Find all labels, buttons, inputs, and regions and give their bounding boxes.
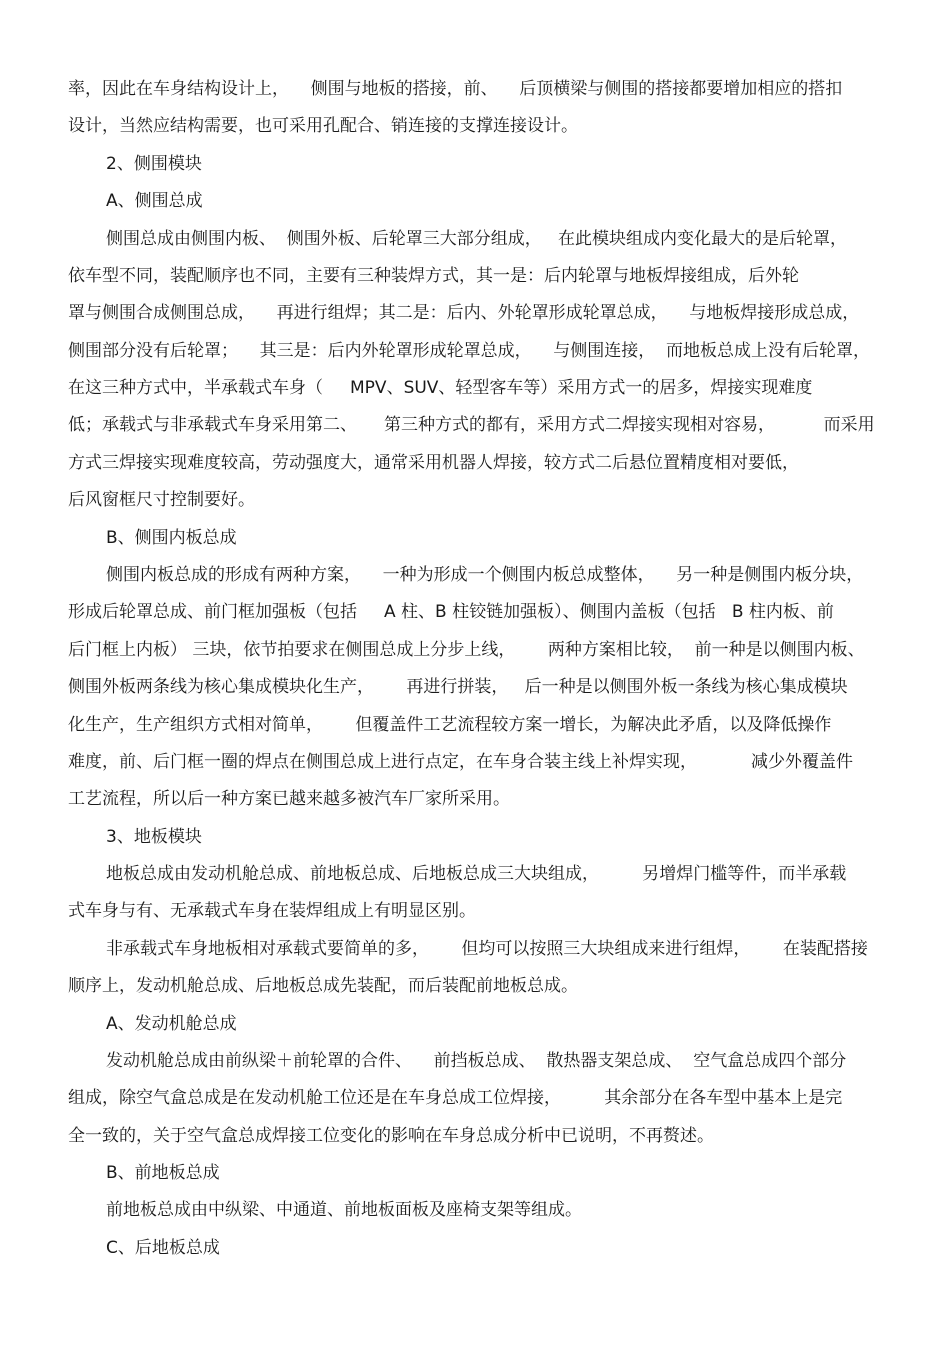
paragraph-line: 率，因此在车身结构设计上， 侧围与地板的搭接，前、 后顶横梁与侧围的搭接都要增加相应的搭扣: [68, 79, 843, 99]
paragraph-line: 全一致的，关于空气盒总成焊接工位变化的影响在车身总成分析中已说明，不再赘述。: [68, 1126, 714, 1146]
paragraph-line: 低；承载式与非承载式车身采用第二、 第三种方式的都有，采用方式二焊接实现相对容易， 而采用: [68, 415, 875, 435]
paragraph-line: 设计，当然应结构需要，也可采用孔配合、销连接的支撑连接设计。: [68, 116, 578, 136]
paragraph-line: 非承载式车身地板相对承载式要简单的多， 但均可以按照三大块组成来进行组焊， 在装配搭接: [106, 939, 868, 959]
paragraph-line: 侧围总成由侧围内板、 侧围外板、后轮罩三大部分组成， 在此模块组成内变化最大的是后轮罩，: [106, 229, 848, 249]
paragraph-line: 侧围内板总成的形成有两种方案， 一种为形成一个侧围内板总成整体， 另一种是侧围内板分块，: [106, 565, 864, 585]
subsection-heading: C、后地板总成: [106, 1238, 220, 1258]
subsection-heading: A、侧围总成: [106, 191, 203, 211]
paragraph-line: 侧围部分没有后轮罩； 其三是：后内外轮罩形成轮罩总成， 与侧围连接， 而地板总成上没有后轮罩，: [68, 341, 871, 361]
paragraph-line: 后风窗框尺寸控制要好。: [68, 490, 255, 510]
paragraph-line: 顺序上，发动机舱总成、后地板总成先装配，而后装配前地板总成。: [68, 976, 578, 996]
paragraph-line: 难度，前、后门框一圈的焊点在侧围总成上进行点定，在车身合装主线上补焊实现， 减少外覆盖件: [68, 752, 854, 772]
subsection-heading: A、发动机舱总成: [106, 1014, 237, 1034]
paragraph-line: 方式三焊接实现难度较高，劳动强度大，通常采用机器人焊接，较方式二后悬位置精度相对要低，: [68, 453, 799, 473]
section-heading: 3、地板模块: [106, 827, 202, 847]
paragraph-line: 发动机舱总成由前纵梁＋前轮罩的合件、 前挡板总成、 散热器支架总成、 空气盒总成四个部分: [106, 1051, 847, 1071]
paragraph-line: 化生产，生产组织方式相对简单， 但覆盖件工艺流程较方案一增长，为解决此矛盾，以及降低操作: [68, 715, 832, 735]
paragraph-line: 形成后轮罩总成、前门框加强板（包括 A 柱、B 柱铰链加强板）、侧围内盖板（包括 B 柱内板、前: [68, 602, 834, 622]
paragraph-line: 地板总成由发动机舱总成、前地板总成、后地板总成三大块组成， 另增焊门槛等件，而半承载: [106, 864, 847, 884]
paragraph-line: 依车型不同，装配顺序也不同，主要有三种装焊方式，其一是：后内轮罩与地板焊接组成，后外轮: [68, 266, 799, 286]
paragraph-line: 式车身与有、无承载式车身在装焊组成上有明显区别。: [68, 901, 476, 921]
paragraph-line: 前地板总成由中纵梁、中通道、前地板面板及座椅支架等组成。: [106, 1200, 582, 1220]
paragraph-line: 侧围外板两条线为核心集成模块化生产， 再进行拼装， 后一种是以侧围外板一条线为核心集成模块: [68, 677, 848, 697]
paragraph-line: 后门框上内板） 三块，依节拍要求在侧围总成上分步上线， 两种方案相比较， 前一种是以侧围内板、: [68, 640, 865, 660]
subsection-heading: B、侧围内板总成: [106, 528, 237, 548]
paragraph-line: 罩与侧围合成侧围总成， 再进行组焊；其二是：后内、外轮罩形成轮罩总成， 与地板焊接形成总成，: [68, 303, 860, 323]
subsection-heading: B、前地板总成: [106, 1163, 220, 1183]
section-heading: 2、侧围模块: [106, 154, 202, 174]
paragraph-line: 在这三种方式中，半承载式车身（ MPV、SUV、轻型客车等）采用方式一的居多，焊接实现难度: [68, 378, 813, 398]
paragraph-line: 组成，除空气盒总成是在发动机舱工位还是在车身总成工位焊接， 其余部分在各车型中基本上是完: [68, 1088, 843, 1108]
paragraph-line: 工艺流程，所以后一种方案已越来越多被汽车厂家所采用。: [68, 789, 510, 809]
